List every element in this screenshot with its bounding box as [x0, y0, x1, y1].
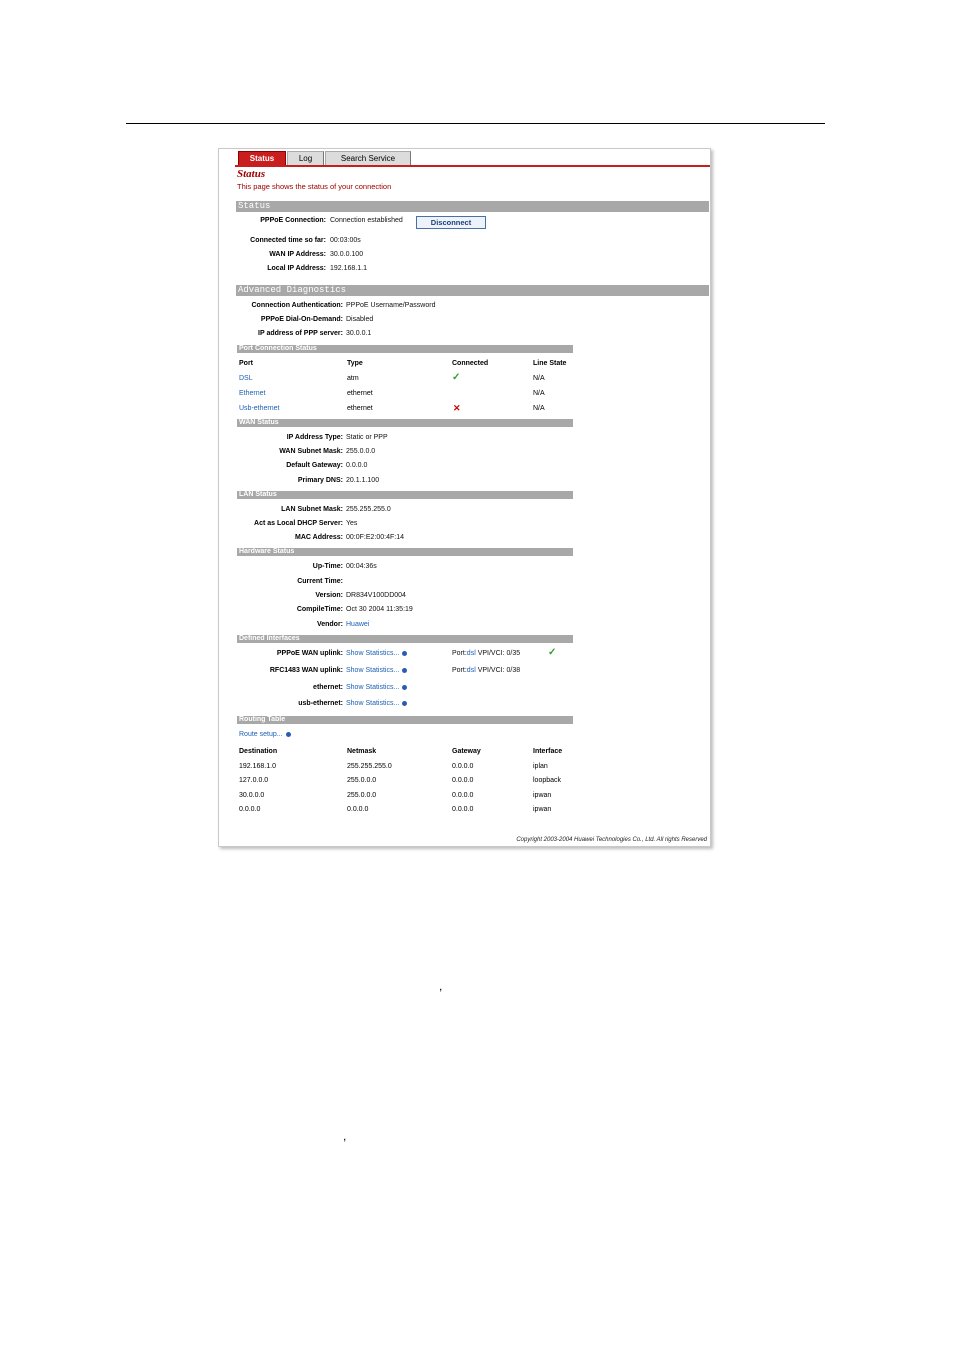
route-gateway: 0.0.0.0	[452, 792, 474, 799]
ethernet-interface-label: ethernet:	[313, 684, 343, 691]
vpi-vci-value: VPI/VCI: 0/35	[477, 650, 521, 657]
connected-col-header: Connected	[452, 360, 489, 367]
page-subtitle: This page shows the status of your connection	[237, 182, 392, 191]
pppoe-connection-label: PPPoE Connection:	[260, 217, 326, 224]
info-icon[interactable]	[402, 651, 407, 656]
show-statistics-text[interactable]: Show Statistics...	[346, 650, 400, 657]
port-link-ethernet[interactable]: Ethernet	[239, 390, 266, 397]
connection-auth-value: PPPoE Username/Password	[346, 302, 436, 309]
route-netmask: 255.0.0.0	[347, 777, 377, 784]
info-icon[interactable]	[402, 701, 407, 706]
version-label: Version:	[315, 592, 343, 599]
hardware-status-heading: Hardware Status	[237, 548, 573, 556]
port-col-header: Port	[239, 360, 253, 367]
show-statistics-text[interactable]: Show Statistics...	[346, 684, 400, 691]
status-heading: Status	[236, 201, 709, 212]
router-status-window	[218, 148, 711, 847]
page-header-rule	[126, 123, 825, 124]
pppoe-connection-value: Connection established	[330, 217, 403, 224]
lan-subnet-mask-value: 255.255.255.0	[346, 506, 391, 513]
route-gateway: 0.0.0.0	[452, 806, 474, 813]
wan-ip-label: WAN IP Address:	[269, 251, 326, 258]
cross-icon: ✕	[453, 403, 461, 413]
vendor-label: Vendor:	[316, 621, 343, 628]
page-comma-mark: ,	[439, 979, 443, 993]
line-state: N/A	[533, 375, 545, 382]
line-state: N/A	[533, 405, 545, 412]
route-destination: 127.0.0.0	[239, 777, 269, 784]
wan-subnet-mask-label: WAN Subnet Mask:	[279, 448, 343, 455]
dial-on-demand-label: PPPoE Dial-On-Demand:	[260, 316, 343, 323]
route-destination: 30.0.0.0	[239, 792, 265, 799]
show-statistics-link[interactable]	[346, 649, 407, 658]
gateway-col-header: Gateway	[452, 748, 481, 755]
pppoe-wan-uplink-label: PPPoE WAN uplink:	[276, 650, 343, 657]
check-icon: ✓	[452, 372, 461, 383]
rfc1483-wan-uplink-label: RFC1483 WAN uplink:	[269, 667, 343, 674]
show-statistics-link[interactable]	[346, 666, 407, 675]
connected-time-value: 00:03:00s	[330, 237, 361, 244]
lan-subnet-mask-label: LAN Subnet Mask:	[281, 506, 343, 513]
ppp-server-ip-label: IP address of PPP server:	[258, 330, 343, 337]
interface-col-header: Interface	[533, 748, 563, 755]
wan-status-heading: WAN Status	[237, 419, 573, 427]
vpi-vci-value: VPI/VCI: 0/38	[477, 667, 521, 674]
local-ip-value: 192.168.1.1	[330, 265, 367, 272]
wan-ip-value: 30.0.0.100	[330, 251, 364, 258]
current-time-label: Current Time:	[297, 578, 343, 585]
interface-port-info	[452, 649, 520, 658]
info-icon[interactable]	[402, 668, 407, 673]
netmask-col-header: Netmask	[347, 748, 377, 755]
line-state: N/A	[533, 390, 545, 397]
show-statistics-link[interactable]	[346, 683, 407, 692]
usb-ethernet-interface-label: usb-ethernet:	[298, 700, 343, 707]
route-interface: iplan	[533, 763, 548, 770]
local-ip-label: Local IP Address:	[267, 265, 326, 272]
mac-address-label: MAC Address:	[295, 534, 343, 541]
route-gateway: 0.0.0.0	[452, 777, 474, 784]
wan-subnet-mask-value: 255.0.0.0	[346, 448, 376, 455]
lan-status-heading: LAN Status	[237, 491, 573, 499]
copyright-footer: Copyright 2003-2004 Huawei Technologies Co., Ltd. All rights Reserved	[516, 837, 707, 843]
show-statistics-link[interactable]	[346, 699, 407, 708]
route-netmask: 255.255.255.0	[347, 763, 392, 770]
port-dsl-link[interactable]: dsl	[466, 667, 476, 674]
ip-address-type-value: Static or PPP	[346, 434, 388, 441]
tab-log[interactable]: Log	[287, 151, 324, 165]
port-dsl-link[interactable]: dsl	[466, 650, 476, 657]
port-prefix: Port:	[452, 650, 467, 657]
info-icon[interactable]	[402, 685, 407, 690]
route-setup-text[interactable]: Route setup...	[239, 731, 283, 738]
version-value: DR834V100DD004	[346, 592, 406, 599]
dhcp-server-label: Act as Local DHCP Server:	[254, 520, 343, 527]
port-type: ethernet	[347, 390, 373, 397]
tab-search-service[interactable]: Search Service	[325, 151, 411, 165]
route-interface: loopback	[533, 777, 562, 784]
check-icon: ✓	[548, 647, 557, 658]
port-link-usb-ethernet[interactable]: Usb-ethernet	[239, 405, 280, 412]
connection-auth-label: Connection Authentication:	[251, 302, 343, 309]
show-statistics-text[interactable]: Show Statistics...	[346, 667, 400, 674]
route-destination: 0.0.0.0	[239, 806, 261, 813]
connected-time-label: Connected time so far:	[250, 237, 326, 244]
route-gateway: 0.0.0.0	[452, 763, 474, 770]
primary-dns-label: Primary DNS:	[297, 477, 343, 484]
line-state-col-header: Line State	[533, 360, 567, 367]
info-icon[interactable]	[286, 732, 291, 737]
compile-time-value: Oct 30 2004 11:35:19	[346, 606, 413, 613]
show-statistics-text[interactable]: Show Statistics...	[346, 700, 400, 707]
routing-table-heading: Routing Table	[237, 716, 573, 724]
type-col-header: Type	[347, 360, 363, 367]
ppp-server-ip-value: 30.0.0.1	[346, 330, 372, 337]
mac-address-value: 00:0F:E2:00:4F:14	[346, 534, 404, 541]
route-interface: ipwan	[533, 792, 552, 799]
primary-dns-value: 20.1.1.100	[346, 477, 380, 484]
port-type: ethernet	[347, 405, 373, 412]
route-netmask: 255.0.0.0	[347, 792, 377, 799]
default-gateway-label: Default Gateway:	[286, 462, 343, 469]
destination-col-header: Destination	[239, 748, 278, 755]
disconnect-button[interactable]: Disconnect	[416, 216, 486, 229]
tab-status[interactable]: Status	[238, 151, 286, 165]
compile-time-label: CompileTime:	[296, 606, 343, 613]
port-type: atm	[347, 375, 359, 382]
route-interface: ipwan	[533, 806, 552, 813]
dial-on-demand-value: Disabled	[346, 316, 374, 323]
port-prefix: Port:	[452, 667, 467, 674]
route-netmask: 0.0.0.0	[347, 806, 369, 813]
default-gateway-value: 0.0.0.0	[346, 462, 368, 469]
tab-underline	[235, 165, 710, 167]
port-link-dsl[interactable]: DSL	[239, 375, 253, 382]
uptime-label: Up-Time:	[312, 563, 343, 570]
ip-address-type-label: IP Address Type:	[286, 434, 343, 441]
port-connection-status-heading: Port Connection Status	[237, 345, 573, 353]
route-destination: 192.168.1.0	[239, 763, 276, 770]
defined-interfaces-heading: Defined Interfaces	[237, 635, 573, 643]
page-title: Status	[237, 168, 266, 180]
dhcp-server-value: Yes	[346, 520, 358, 527]
uptime-value: 00:04:36s	[346, 563, 377, 570]
page-comma-mark: ,	[343, 1129, 347, 1143]
interface-port-info	[452, 666, 520, 675]
route-setup-link[interactable]	[239, 730, 291, 739]
advanced-diagnostics-heading: Advanced Diagnostics	[236, 285, 709, 296]
vendor-link[interactable]: Huawei	[346, 621, 370, 628]
